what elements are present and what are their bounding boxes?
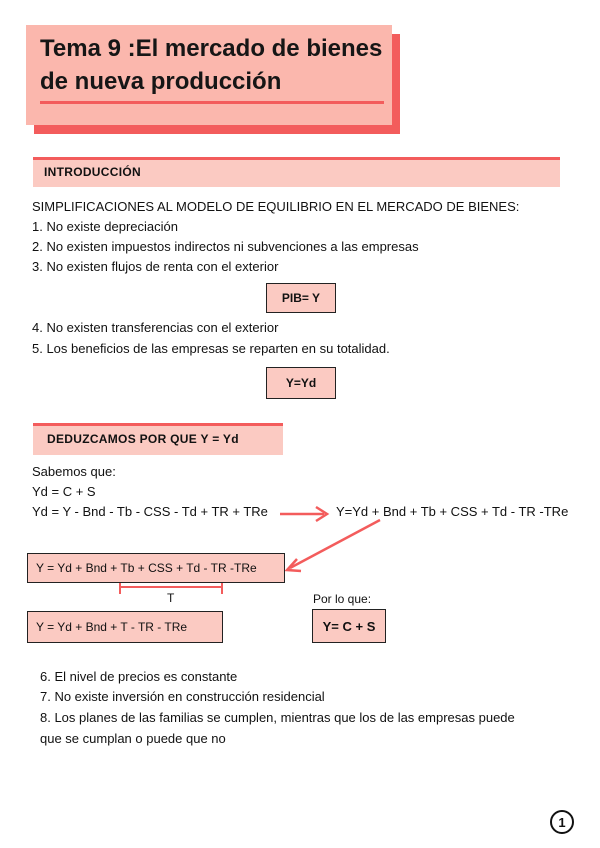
known-label: Sabemos que:	[32, 464, 116, 479]
list-item: que se cumplan o puede que no	[40, 731, 226, 746]
arrow-right-icon	[280, 507, 327, 521]
page-title: Tema 9 :El mercado de bienes de nueva producción	[40, 35, 383, 95]
equation-4-box	[27, 553, 285, 583]
equation-3: Y=Yd + Bnd + Tb + CSS + Td - TR -TRe	[336, 504, 569, 519]
equation-4: Y = Yd + Bnd + Tb + CSS + Td - TR -TRe	[36, 561, 257, 575]
deduction-heading: DEDUZCAMOS POR QUE Y = Yd	[47, 432, 239, 446]
arrow-diagonal-icon	[287, 520, 380, 571]
page-number-text: 1	[558, 814, 566, 830]
list-item: 5. Los beneficios de las empresas se reparten en su totalidad.	[32, 341, 390, 356]
list-item: 6. El nivel de precios es constante	[40, 669, 238, 684]
intro-heading: INTRODUCCIÓN	[44, 165, 141, 179]
list-item: 1. No existe depreciación	[32, 219, 178, 234]
intro-subtitle: SIMPLIFICACIONES AL MODELO DE EQUILIBRIO EN EL MERCADO DE BIENES:	[32, 199, 520, 214]
formula-y: Y=Yd	[285, 376, 317, 390]
t-label: T	[167, 591, 175, 605]
list-item: 8. Los planes de las familias se cumplen, mientras que los de las empresas puede	[40, 710, 515, 725]
therefore-label: Por lo que:	[313, 592, 372, 606]
list-item: 2. No existen impuestos indirectos ni subvenciones a las empresas	[32, 239, 419, 254]
list-item: 3. No existen flujos de renta con el exterior	[32, 259, 279, 274]
equation-5-box	[27, 611, 223, 643]
list-item: 4. No existen transferencias con el exterior	[32, 320, 279, 335]
equation-2: Yd = Y - Bnd - Tb - CSS - Td + TR + TRe	[32, 504, 268, 519]
equation-1: Yd = C + S	[32, 484, 96, 499]
formula-pib: PIB= Y	[281, 291, 321, 305]
result-formula: Y= C + S	[322, 618, 376, 634]
page-number	[550, 810, 574, 834]
equation-5: Y = Yd + Bnd + T - TR - TRe	[36, 620, 188, 634]
list-item: 7. No existe inversión en construcción residencial	[40, 689, 325, 704]
result-box	[312, 609, 386, 643]
